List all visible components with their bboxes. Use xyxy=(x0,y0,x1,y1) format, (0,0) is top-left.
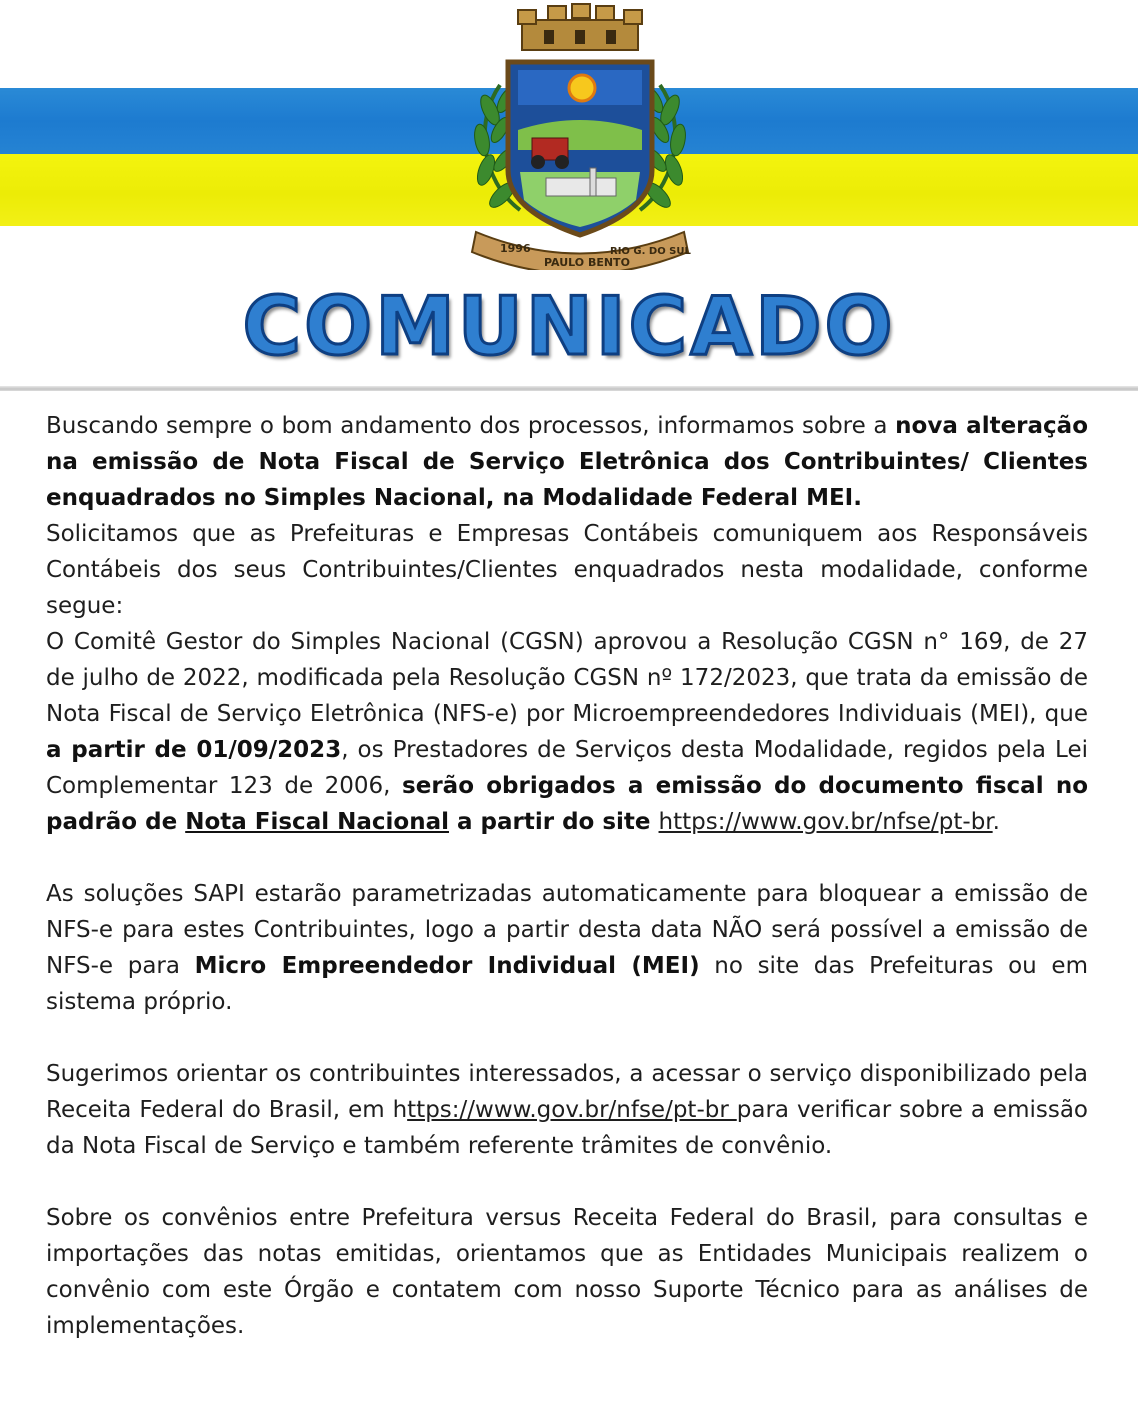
municipal-coat-of-arms xyxy=(460,0,700,270)
gov-nfse-link[interactable]: https://www.gov.br/nfse/pt-br xyxy=(658,809,993,835)
crest-state: RIO G. DO SUL xyxy=(610,246,691,257)
crest-year: 1996 xyxy=(500,242,531,255)
mei-highlight: Micro Empreendedor Individual (MEI) xyxy=(194,953,700,979)
spacer xyxy=(46,1164,1088,1200)
nota-fiscal-nacional: Nota Fiscal Nacional xyxy=(185,809,449,835)
paragraph-intro xyxy=(46,408,1088,516)
title-divider xyxy=(0,386,1138,391)
intro-highlight: nova alteração na emissão de Nota Fiscal de Serviço Eletrônica dos Contribuintes/ Clientes enquadrados no Simples Nacional, na Modalidade Federal MEI. xyxy=(46,413,1089,511)
paragraph-resolution xyxy=(46,624,1088,840)
paragraph-sapi xyxy=(46,876,1088,1020)
paragraph-request: Solicitamos que as Prefeituras e Empresas Contábeis comuniquem aos Responsáveis Contábeis dos seus Contribuintes/Clientes enquadrados nesta modalidade, conforme segue: xyxy=(46,521,1088,619)
site-text: a partir do site xyxy=(448,809,659,835)
sapi-text: As soluções SAPI estarão parametrizadas automaticamente para bloquear a emissão de NFS-e para estes Contribuintes, logo a partir desta data NÃO será possível a emissão de NFS-e para xyxy=(46,881,1088,979)
resolution-text-2: , os Prestadores de Serviços desta Modalidade, regidos pela Lei Complementar 123 de 2006, xyxy=(46,737,1088,799)
paragraph-agreements: Sobre os convênios entre Prefeitura versus Receita Federal do Brasil, para consultas e importações das notas emitidas, orientamos que as Entidades Municipais realizem o convênio com este Órgão e contatem com nosso Suporte Técnico para as análises de implementações. xyxy=(46,1205,1088,1339)
start-date: a partir de 01/09/2023 xyxy=(46,737,342,763)
banner-ribbon xyxy=(472,232,691,270)
period: . xyxy=(992,809,1000,835)
mural-crown xyxy=(518,4,642,50)
announcement-body xyxy=(46,408,1088,1344)
paragraph-suggestion xyxy=(46,1056,1088,1164)
suggestion-text: Sugerimos orientar os contribuintes interessados, a acessar o serviço disponibilizado pela Receita Federal do Brasil, em h xyxy=(46,1061,1088,1123)
sapi-text-2: no site das Prefeituras ou em sistema próprio. xyxy=(46,953,1088,1015)
resolution-text: O Comitê Gestor do Simples Nacional (CGSN) aprovou a Resolução CGSN n° 169, de 27 de julho de 2022, modificada pela Resolução CGSN nº 172/2023, que trata da emissão de Nota Fiscal de Serviço Eletrônica (NFS-e) por Microempreendedores Individuais (MEI), que xyxy=(46,629,1088,727)
spacer xyxy=(46,1020,1088,1056)
shield xyxy=(508,62,652,235)
intro-text: Buscando sempre o bom andamento dos processos, informamos sobre a xyxy=(46,413,896,439)
page-title: COMUNICADO xyxy=(242,280,896,373)
crest-name: PAULO BENTO xyxy=(544,256,630,269)
obligation-text: serão obrigados a emissão do documento fiscal no padrão de xyxy=(46,773,1088,835)
spacer xyxy=(46,840,1088,876)
receita-nfse-link[interactable]: ttps://www.gov.br/nfse/pt-br xyxy=(407,1097,737,1123)
suggestion-text-2: para verificar sobre a emissão da Nota Fiscal de Serviço e também referente trâmites de convênio. xyxy=(46,1097,1088,1159)
